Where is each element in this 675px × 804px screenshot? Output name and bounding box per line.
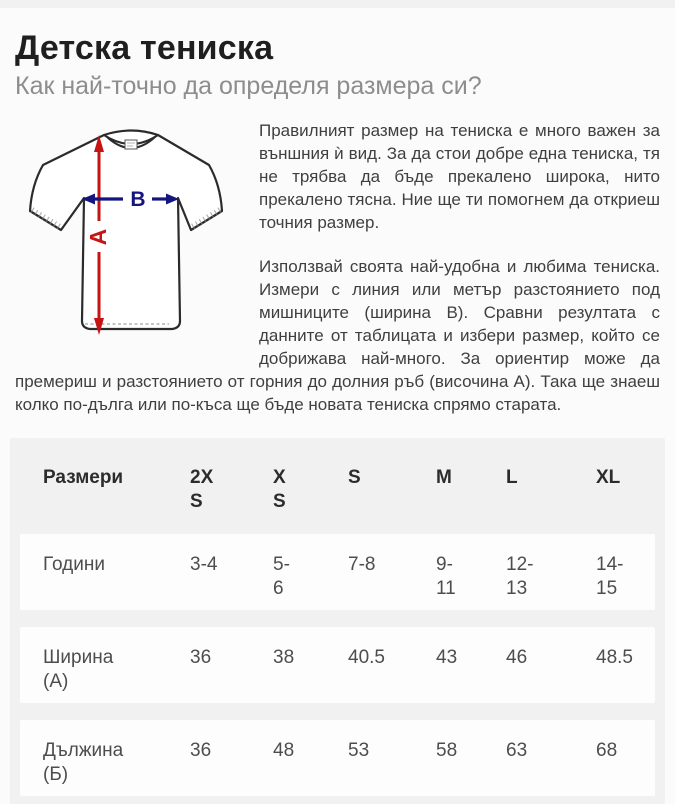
column-header-2xs: 2XS (190, 467, 214, 513)
tshirt-outline (30, 131, 222, 330)
top-strip (0, 0, 675, 8)
table-cell: 9-11 (436, 554, 456, 600)
row-label: Ширина (А) (43, 647, 114, 693)
table-row-years (20, 534, 655, 610)
table-row-length (20, 720, 655, 796)
page-subtitle: Как най-точно да определя размера си? (15, 72, 482, 101)
table-cell: 36 (190, 647, 212, 669)
tshirt-measurement-diagram (15, 121, 237, 349)
table-cell: 14-15 (596, 554, 624, 600)
row-label: Години (43, 554, 105, 576)
size-guide-page (0, 29, 675, 416)
table-cell: 46 (506, 647, 528, 669)
intro-section (15, 119, 660, 416)
page-title: Детска тениска (15, 29, 274, 67)
width-label: B (130, 188, 146, 212)
intro-paragraph-1: Правилният размер на тениска е много важен за външния ѝ вид. За да стои добре една тениска, тя не трябва да бъде прекалено широка, нито прекалено тясна. Ние ще ти помогнем да откриеш точния размер. (259, 121, 660, 233)
table-cell: 12-13 (506, 554, 534, 600)
column-header-sizes: Размери (43, 467, 124, 489)
table-cell: 48 (273, 740, 295, 762)
table-cell: 5-6 (273, 554, 290, 600)
table-cell: 43 (436, 647, 458, 669)
column-header-xs: XS (273, 467, 286, 513)
table-cell: 63 (506, 740, 528, 762)
height-label: А (85, 228, 111, 246)
table-cell: 48.5 (596, 647, 633, 669)
column-header-l: L (506, 467, 518, 489)
tshirt-diagram-icon (15, 121, 237, 349)
table-cell: 3-4 (190, 554, 218, 576)
size-table-header-row (20, 438, 655, 534)
table-row-width (20, 627, 655, 703)
table-cell: 38 (273, 647, 295, 669)
tshirt-neck-label (125, 140, 137, 149)
table-cell: 40.5 (348, 647, 385, 669)
intro-paragraph-2: Използвай своята най-удобна и любима тениска. Измери с линия или метър разстоянието под мишниците (ширина В). Сравни резултата с данните от таблицата и избери размер, който се добрижава най-много. За ориентир може да премериш и разстоянието от горния до долния ръб (височина А). Така ще знаеш колко по-дълга или по-къса ще бъде новата тениска спрямо старата. (15, 257, 660, 415)
table-cell: 36 (190, 740, 212, 762)
column-header-xl: XL (596, 467, 621, 489)
size-table (10, 438, 665, 804)
table-cell: 58 (436, 740, 458, 762)
table-cell: 68 (596, 740, 618, 762)
table-cell: 7-8 (348, 554, 376, 576)
column-header-m: M (436, 467, 452, 489)
column-header-s: S (348, 467, 361, 489)
table-cell: 53 (348, 740, 370, 762)
row-label: Дължина (Б) (43, 740, 124, 786)
